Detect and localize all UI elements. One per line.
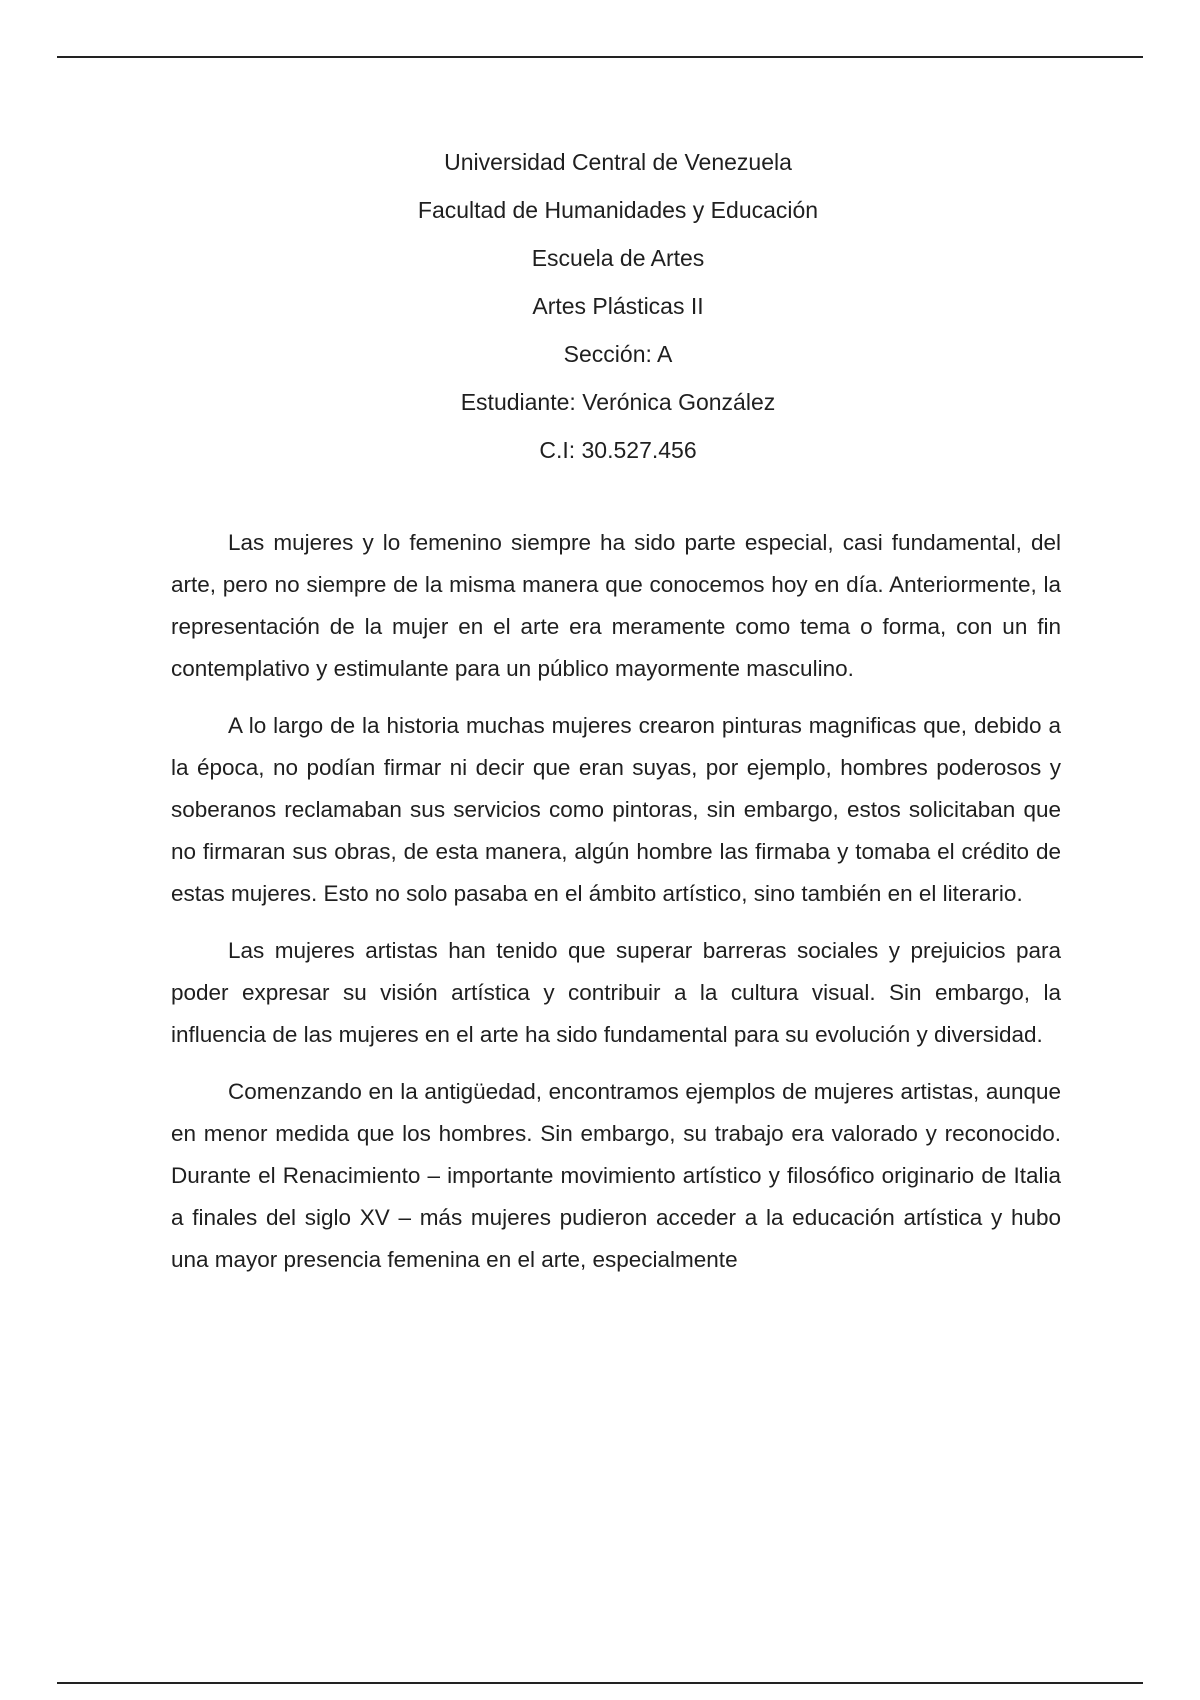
document-header (0, 138, 1200, 474)
course-name: Artes Plásticas II (532, 293, 704, 319)
university-name: Universidad Central de Venezuela (444, 149, 792, 175)
school-name: Escuela de Artes (531, 245, 705, 271)
top-rule (57, 56, 1143, 58)
paragraph: Comenzando en la antigüedad, encontramos ejemplos de mujeres artistas, aunque en menor medida que los hombres. Sin embargo, su trabajo era valorado y reconocido. Durante el Renacimiento – importante movimiento artístico y filosófico originario de Italia a finales del siglo XV – más mujeres pudieron acceder a la educación artística y hubo una mayor presencia femenina en el arte, especialmente (171, 1079, 1061, 1272)
paragraph: Las mujeres y lo femenino siempre ha sido parte especial, casi fundamental, del arte, pero no siempre de la misma manera que conocemos hoy en día. Anteriormente, la representación de la mujer en el arte era meramente como tema o forma, con un fin contemplativo y estimulante para un público mayormente masculino. (171, 530, 1061, 681)
student-id: C.I: 30.527.456 (539, 437, 697, 463)
section-label: Sección: A (563, 341, 673, 367)
paragraph: Las mujeres artistas han tenido que superar barreras sociales y prejuicios para poder expresar su visión artística y contribuir a la cultura visual. Sin embargo, la influencia de las mujeres en el arte ha sido fundamental para su evolución y diversidad. (171, 938, 1061, 1047)
faculty-name: Facultad de Humanidades y Educación (417, 197, 819, 223)
document-body (171, 522, 1061, 1296)
paragraph: A lo largo de la historia muchas mujeres crearon pinturas magnificas que, debido a la época, no podían firmar ni decir que eran suyas, por ejemplo, hombres poderosos y soberanos reclamaban sus servicios como pintoras, sin embargo, estos solicitaban que no firmaran sus obras, de esta manera, algún hombre las firmaba y tomaba el crédito de estas mujeres. Esto no solo pasaba en el ámbito artístico, sino también en el literario. (171, 713, 1061, 906)
bottom-rule (57, 1682, 1143, 1684)
student-name: Estudiante: Verónica González (460, 389, 776, 415)
